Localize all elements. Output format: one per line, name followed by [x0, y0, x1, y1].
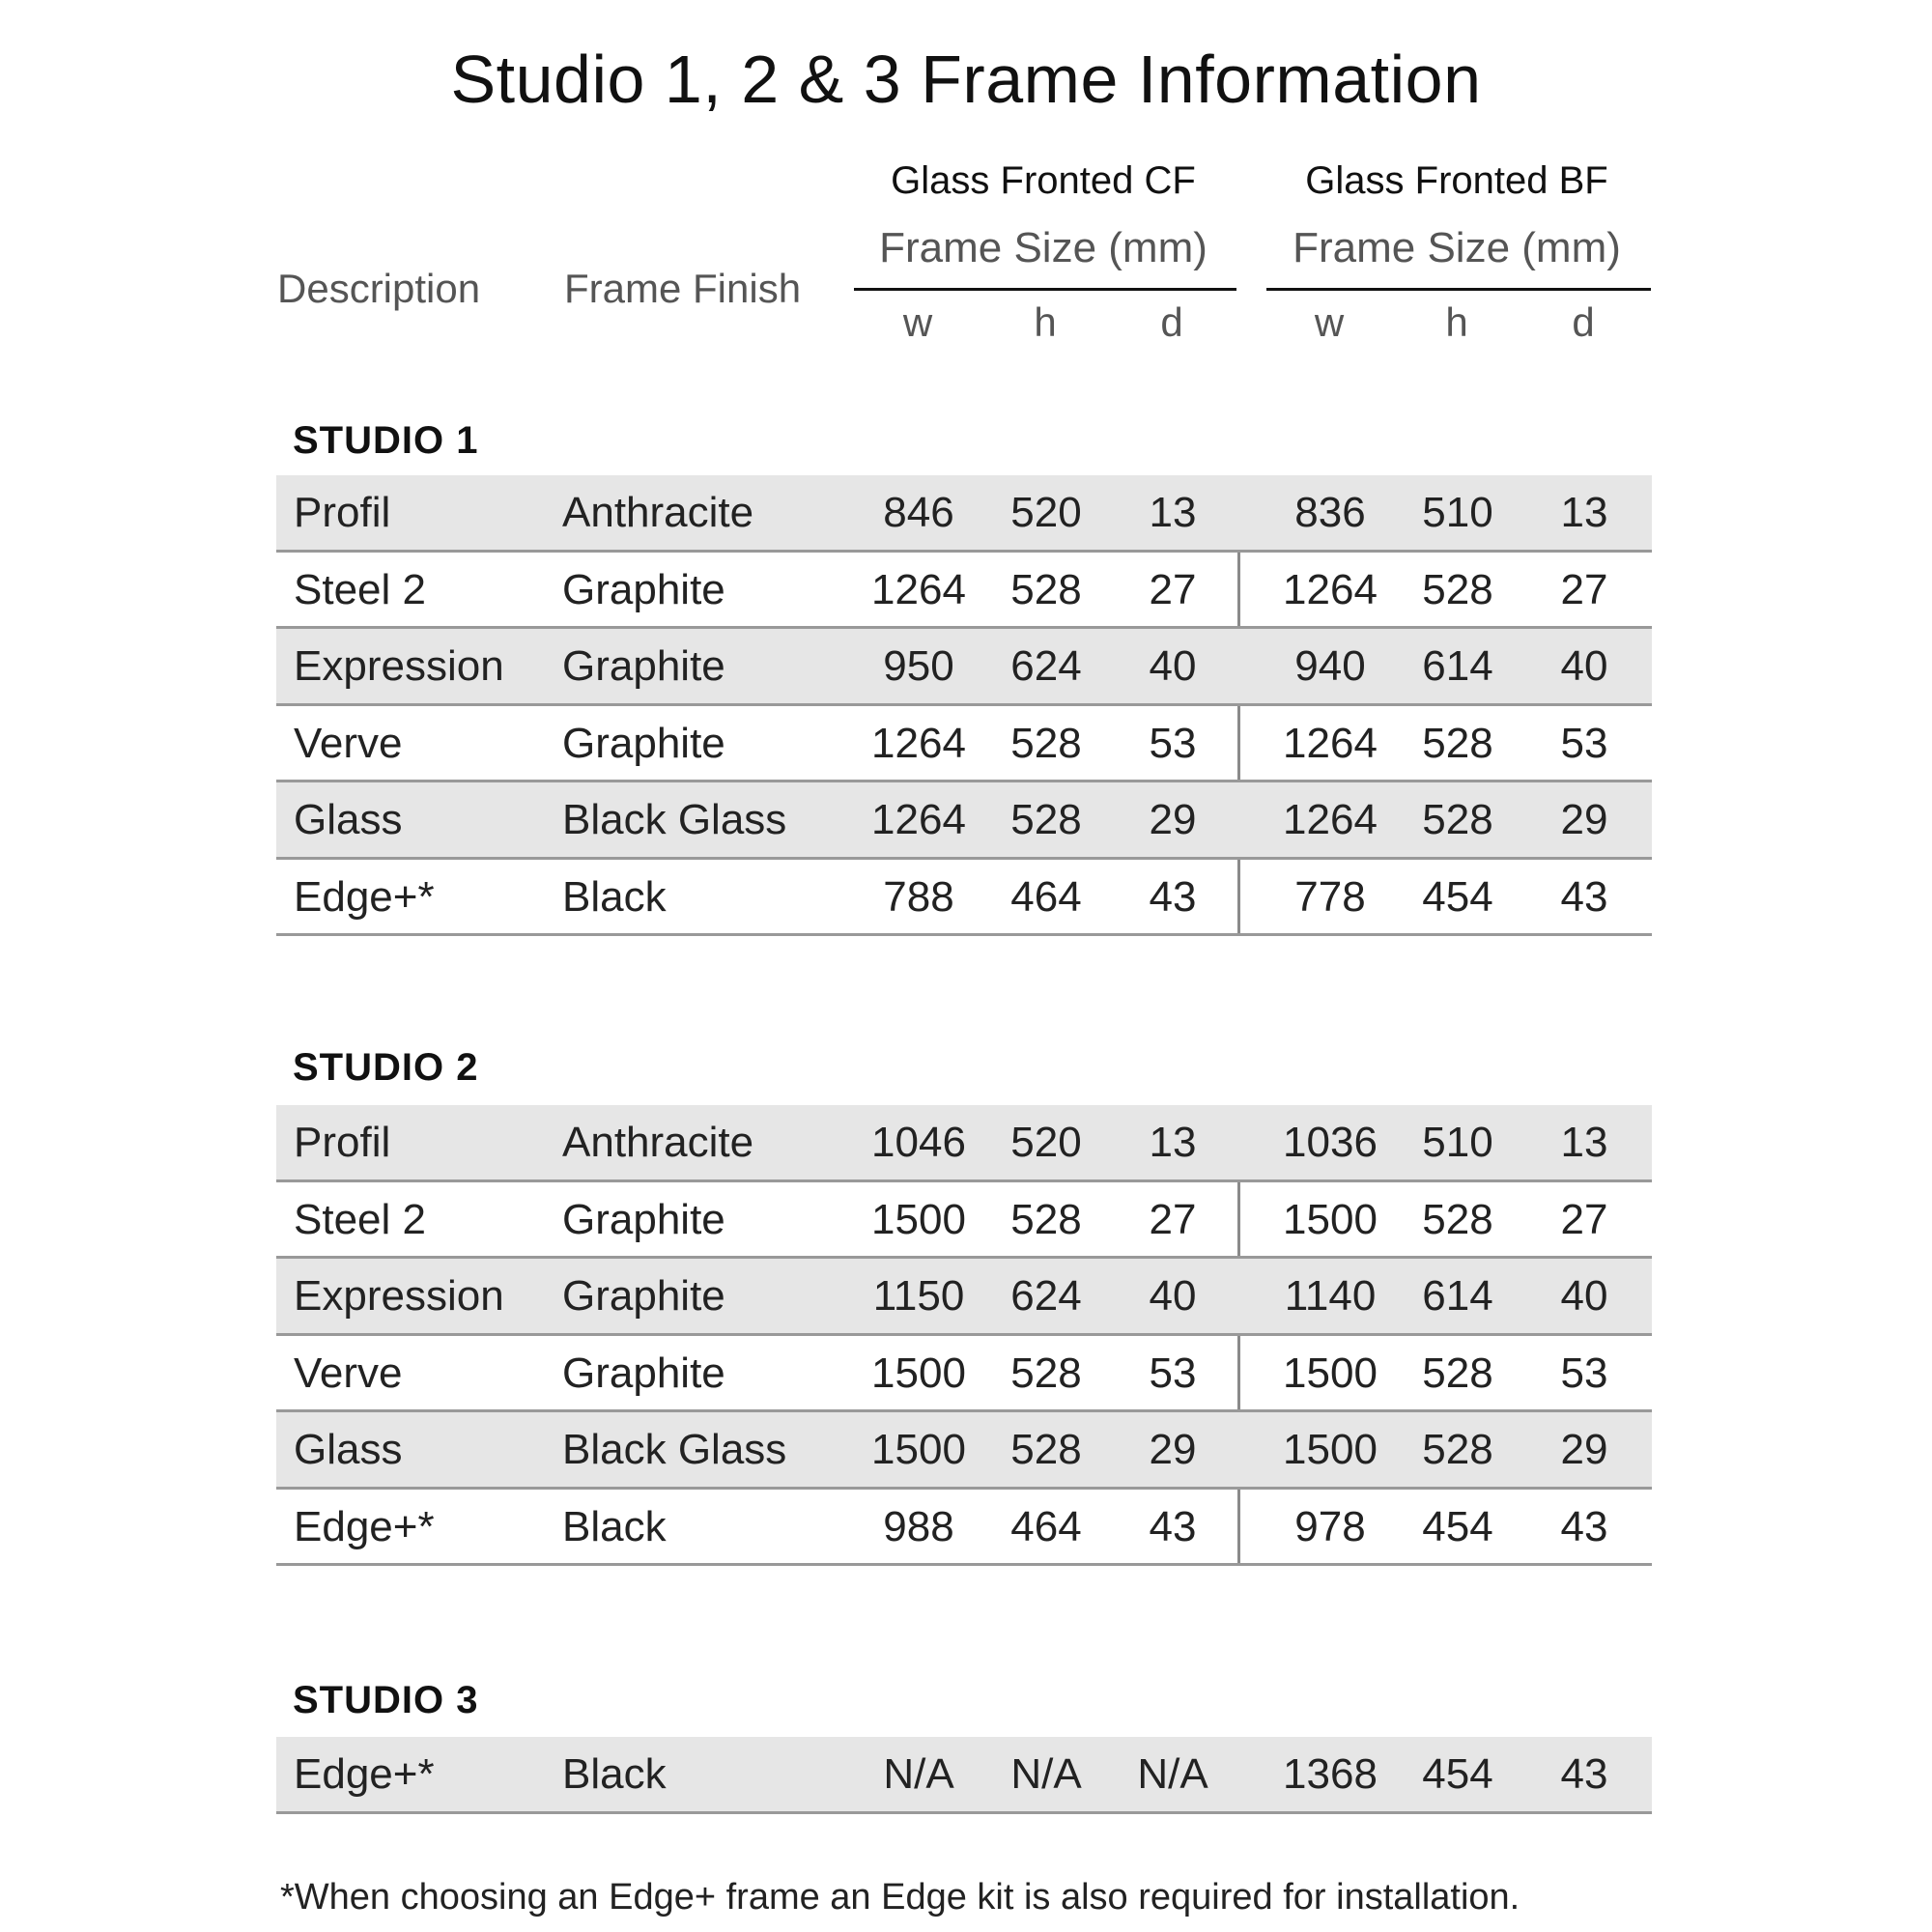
cell-bf-d: 13 [1560, 1119, 1608, 1166]
cell-finish: Graphite [562, 565, 725, 613]
header-frame-finish: Frame Finish [564, 266, 802, 311]
table-studio-1 [276, 475, 1652, 936]
cell-bf-h: 528 [1422, 1426, 1493, 1473]
section-label-studio-3: STUDIO 3 [293, 1679, 479, 1721]
cell-bf-h: 528 [1422, 719, 1493, 767]
cell-bf-h: 454 [1422, 1502, 1493, 1550]
table-row [276, 782, 1652, 860]
cell-description: Verve [294, 1349, 403, 1397]
cell-cf-w: 1264 [871, 796, 966, 843]
cell-description: Edge+* [294, 1750, 435, 1798]
cell-cf-h: 528 [1010, 1349, 1082, 1397]
cell-bf-h: 528 [1422, 1195, 1493, 1243]
cell-cf-w: 1264 [871, 719, 966, 767]
cell-bf-h: 528 [1422, 565, 1493, 613]
cell-cf-w: 1500 [871, 1426, 966, 1473]
table-row [276, 1412, 1652, 1490]
cell-bf-w: 1036 [1283, 1119, 1378, 1166]
cell-bf-w: 1140 [1284, 1272, 1377, 1320]
header-group-bf: Glass Fronted BF [1305, 159, 1608, 202]
cell-description: Expression [294, 642, 504, 690]
cell-bf-d: 27 [1560, 1195, 1608, 1243]
table-studio-3 [276, 1737, 1652, 1814]
cell-description: Edge+* [294, 1502, 435, 1550]
cell-cf-h: 464 [1010, 1502, 1082, 1550]
cell-bf-w: 1264 [1283, 719, 1378, 767]
cell-cf-w: 950 [883, 642, 954, 690]
cell-bf-d: 43 [1560, 872, 1608, 921]
dim-w-bf: w [1314, 299, 1345, 345]
cell-cf-w: 1500 [871, 1195, 966, 1243]
table-row [276, 475, 1652, 553]
cell-finish: Anthracite [562, 489, 754, 536]
cell-bf-w: 940 [1294, 642, 1366, 690]
page-title: Studio 1, 2 & 3 Frame Information [450, 42, 1482, 117]
table-row [276, 1737, 1652, 1814]
header-sub-cf: Frame Size (mm) [879, 224, 1208, 271]
table-row [276, 1259, 1652, 1336]
cell-bf-h: 510 [1422, 1119, 1493, 1166]
cell-cf-h: 528 [1010, 1195, 1082, 1243]
dim-h-cf: h [1034, 299, 1057, 345]
table-row [276, 860, 1652, 937]
header-sub-bf: Frame Size (mm) [1293, 224, 1621, 271]
cell-bf-w: 978 [1294, 1502, 1366, 1550]
cell-finish: Anthracite [562, 1119, 754, 1166]
cell-cf-h: 528 [1010, 719, 1082, 767]
table-studio-2 [276, 1105, 1652, 1566]
table-row [276, 1490, 1652, 1567]
cell-bf-w: 778 [1294, 872, 1366, 921]
table-row [276, 706, 1652, 783]
dim-w-cf: w [902, 299, 933, 345]
cell-cf-d: 27 [1149, 1195, 1197, 1243]
cell-cf-d: 40 [1149, 642, 1197, 690]
cell-description: Expression [294, 1272, 504, 1320]
cell-finish: Graphite [562, 1195, 725, 1243]
cell-bf-w: 1264 [1283, 565, 1378, 613]
cell-cf-d: 29 [1149, 1426, 1197, 1473]
footnote: *When choosing an Edge+ frame an Edge kit is also required for installation. [280, 1877, 1520, 1918]
cell-cf-w: 1500 [871, 1349, 966, 1397]
cell-bf-w: 1500 [1283, 1426, 1378, 1473]
dim-d-bf: d [1572, 299, 1595, 345]
cell-description: Profil [294, 1119, 391, 1166]
cell-bf-d: 40 [1560, 1272, 1608, 1320]
cell-cf-h: 528 [1010, 796, 1082, 843]
cell-bf-d: 27 [1560, 565, 1608, 613]
cell-description: Edge+* [294, 872, 435, 921]
cell-bf-h: 454 [1422, 872, 1493, 921]
cell-finish: Black Glass [562, 796, 787, 843]
header-rule-bf [1266, 288, 1651, 291]
cell-description: Steel 2 [294, 1195, 426, 1243]
cell-finish: Graphite [562, 1349, 725, 1397]
table-row [276, 1182, 1652, 1260]
cell-description: Verve [294, 719, 403, 767]
cell-description: Steel 2 [294, 565, 426, 613]
cell-cf-w: 1150 [872, 1272, 965, 1320]
cell-cf-h: 528 [1010, 1426, 1082, 1473]
cell-bf-d: 29 [1560, 796, 1608, 843]
cell-bf-h: 528 [1422, 796, 1493, 843]
cell-bf-w: 1368 [1283, 1750, 1378, 1798]
cell-cf-h: 520 [1010, 1119, 1082, 1166]
cell-bf-w: 1500 [1283, 1349, 1378, 1397]
cell-bf-d: 43 [1560, 1750, 1608, 1798]
cell-finish: Graphite [562, 1272, 725, 1320]
cell-cf-d: 13 [1149, 489, 1197, 536]
table-row [276, 553, 1652, 630]
cell-cf-w: 788 [883, 872, 954, 921]
cell-cf-d: 13 [1149, 1119, 1197, 1166]
cell-bf-d: 29 [1560, 1426, 1608, 1473]
cell-bf-d: 13 [1560, 489, 1608, 536]
cell-bf-h: 528 [1422, 1349, 1493, 1397]
cell-cf-d: 40 [1149, 1272, 1197, 1320]
section-label-studio-2: STUDIO 2 [293, 1046, 479, 1089]
cell-description: Glass [294, 796, 403, 843]
cell-cf-h: 528 [1010, 565, 1082, 613]
cell-cf-w: 846 [883, 489, 954, 536]
cell-finish: Black Glass [562, 1426, 787, 1473]
cell-cf-w: 1046 [871, 1119, 966, 1166]
cell-bf-d: 53 [1560, 719, 1608, 767]
cell-cf-w: 1264 [871, 565, 966, 613]
cell-cf-d: 43 [1149, 1502, 1197, 1550]
cell-bf-h: 510 [1422, 489, 1493, 536]
cell-cf-h: N/A [1010, 1750, 1082, 1798]
cell-description: Glass [294, 1426, 403, 1473]
cell-cf-w: N/A [883, 1750, 954, 1798]
cell-cf-d: 53 [1149, 1349, 1197, 1397]
cell-bf-d: 53 [1560, 1349, 1608, 1397]
cell-cf-h: 624 [1010, 642, 1082, 690]
cell-cf-d: 53 [1149, 719, 1197, 767]
cell-bf-d: 43 [1560, 1502, 1608, 1550]
cell-description: Profil [294, 489, 391, 536]
cell-cf-d: 29 [1149, 796, 1197, 843]
cell-finish: Black [562, 1502, 667, 1550]
cell-bf-w: 1264 [1283, 796, 1378, 843]
cell-cf-h: 624 [1010, 1272, 1082, 1320]
table-row [276, 1336, 1652, 1413]
header-description: Description [277, 266, 481, 311]
cell-cf-d: 27 [1149, 565, 1197, 613]
cell-cf-d: 43 [1149, 872, 1197, 921]
section-label-studio-1: STUDIO 1 [293, 419, 479, 462]
cell-bf-h: 454 [1422, 1750, 1493, 1798]
cell-bf-w: 836 [1294, 489, 1366, 536]
header-group-cf: Glass Fronted CF [891, 159, 1196, 202]
table-row [276, 1105, 1652, 1182]
table-row [276, 629, 1652, 706]
cell-bf-h: 614 [1422, 1272, 1493, 1320]
cell-finish: Black [562, 1750, 667, 1798]
cell-bf-w: 1500 [1283, 1195, 1378, 1243]
cell-finish: Black [562, 872, 667, 921]
cell-cf-h: 520 [1010, 489, 1082, 536]
dim-h-bf: h [1445, 299, 1468, 345]
cell-bf-h: 614 [1422, 642, 1493, 690]
cell-finish: Graphite [562, 719, 725, 767]
cell-cf-h: 464 [1010, 872, 1082, 921]
dim-d-cf: d [1160, 299, 1183, 345]
cell-cf-d: N/A [1137, 1750, 1208, 1798]
cell-bf-d: 40 [1560, 642, 1608, 690]
cell-cf-w: 988 [883, 1502, 954, 1550]
header-rule-cf [854, 288, 1236, 291]
cell-finish: Graphite [562, 642, 725, 690]
